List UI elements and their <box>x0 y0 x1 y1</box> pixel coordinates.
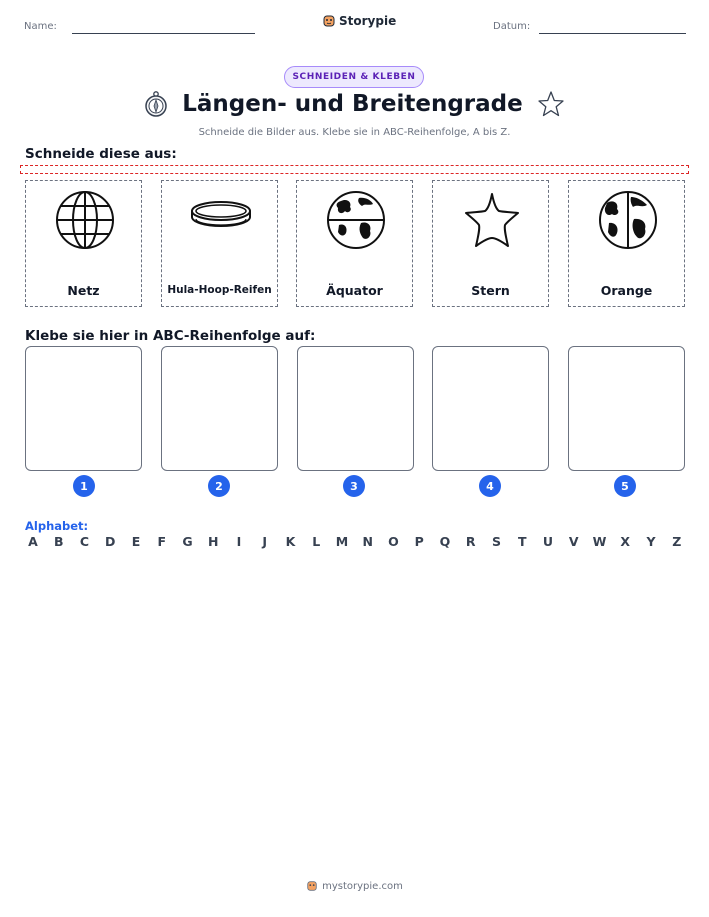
star-icon <box>461 189 523 251</box>
alphabet-letter: S <box>491 534 501 549</box>
alphabet-letter: K <box>285 534 296 549</box>
paste-slot-1[interactable] <box>25 346 142 471</box>
slot-number-3: 3 <box>343 475 365 497</box>
cut-card-aequator[interactable] <box>296 180 413 307</box>
alphabet-letter: H <box>208 534 219 549</box>
earth-equator-icon <box>325 189 387 251</box>
alphabet-letter: O <box>388 534 399 549</box>
slot-number-2: 2 <box>208 475 230 497</box>
activity-badge: SCHNEIDEN & KLEBEN <box>284 66 424 88</box>
alphabet-letter: A <box>28 534 38 549</box>
storypie-mascot-icon <box>322 14 336 28</box>
card-label: Orange <box>600 283 653 298</box>
compass-icon <box>144 90 168 118</box>
brand-name: Storypie <box>339 14 397 28</box>
cut-card-stern[interactable] <box>432 180 549 307</box>
card-label: Stern <box>471 283 510 298</box>
slot-number-1: 1 <box>73 475 95 497</box>
storypie-mascot-icon <box>306 880 318 892</box>
alphabet-letter: D <box>105 534 116 549</box>
cut-card-orange[interactable] <box>568 180 685 307</box>
cut-card-netz[interactable] <box>25 180 142 307</box>
alphabet-letter: R <box>465 534 476 549</box>
cut-heading: Schneide diese aus: <box>25 146 177 162</box>
hula-hoop-icon <box>190 189 252 251</box>
page-title: Längen- und Breitengrade <box>182 91 523 117</box>
alphabet-title: Alphabet: <box>25 519 89 533</box>
alphabet-letter: Y <box>646 534 656 549</box>
alphabet-letter: I <box>236 534 242 549</box>
instructions: Schneide die Bilder aus. Klebe sie in ABC-Reihenfolge, A bis Z. <box>198 127 511 138</box>
slot-number-4: 4 <box>479 475 501 497</box>
date-line[interactable] <box>539 33 686 34</box>
alphabet-letter: J <box>262 534 268 549</box>
name-label: Name: <box>24 21 57 32</box>
alphabet-letter: N <box>362 534 373 549</box>
alphabet-letter: X <box>620 534 631 549</box>
alphabet-letter: W <box>592 534 607 549</box>
cut-card-hula-hoop[interactable] <box>161 180 278 307</box>
star-decor-icon <box>537 90 565 118</box>
name-line[interactable] <box>72 33 255 34</box>
alphabet-letter: T <box>517 534 527 549</box>
brand-logo <box>322 14 396 28</box>
card-label: Hula-Hoop-Reifen <box>167 284 272 296</box>
page-title-row <box>0 90 709 118</box>
globe-grid-icon <box>54 189 116 251</box>
alphabet-letter: V <box>568 534 579 549</box>
alphabet-letter: L <box>312 534 321 549</box>
alphabet-row <box>25 534 685 549</box>
slot-number-5: 5 <box>614 475 636 497</box>
card-label: Netz <box>67 283 100 298</box>
alphabet-letter: M <box>335 534 349 549</box>
alphabet-letter: F <box>157 534 167 549</box>
paste-slot-4[interactable] <box>432 346 549 471</box>
alphabet-letter: Q <box>439 534 451 549</box>
footer <box>0 880 709 892</box>
paste-slot-2[interactable] <box>161 346 278 471</box>
paste-slot-5[interactable] <box>568 346 685 471</box>
alphabet-letter: C <box>79 534 90 549</box>
alphabet-letter: B <box>53 534 64 549</box>
alphabet-letter: U <box>542 534 554 549</box>
card-label: Äquator <box>326 283 383 298</box>
paste-slot-3[interactable] <box>297 346 414 471</box>
footer-url[interactable]: mystorypie.com <box>322 880 403 892</box>
earth-halves-icon <box>597 189 659 251</box>
alphabet-letter: E <box>131 534 141 549</box>
alphabet-letter: G <box>182 534 193 549</box>
alphabet-letter: Z <box>672 534 682 549</box>
alphabet-letter: P <box>414 534 424 549</box>
paste-heading: Klebe sie hier in ABC-Reihenfolge auf: <box>25 328 316 344</box>
date-label: Datum: <box>493 21 531 32</box>
cut-line <box>20 165 689 174</box>
